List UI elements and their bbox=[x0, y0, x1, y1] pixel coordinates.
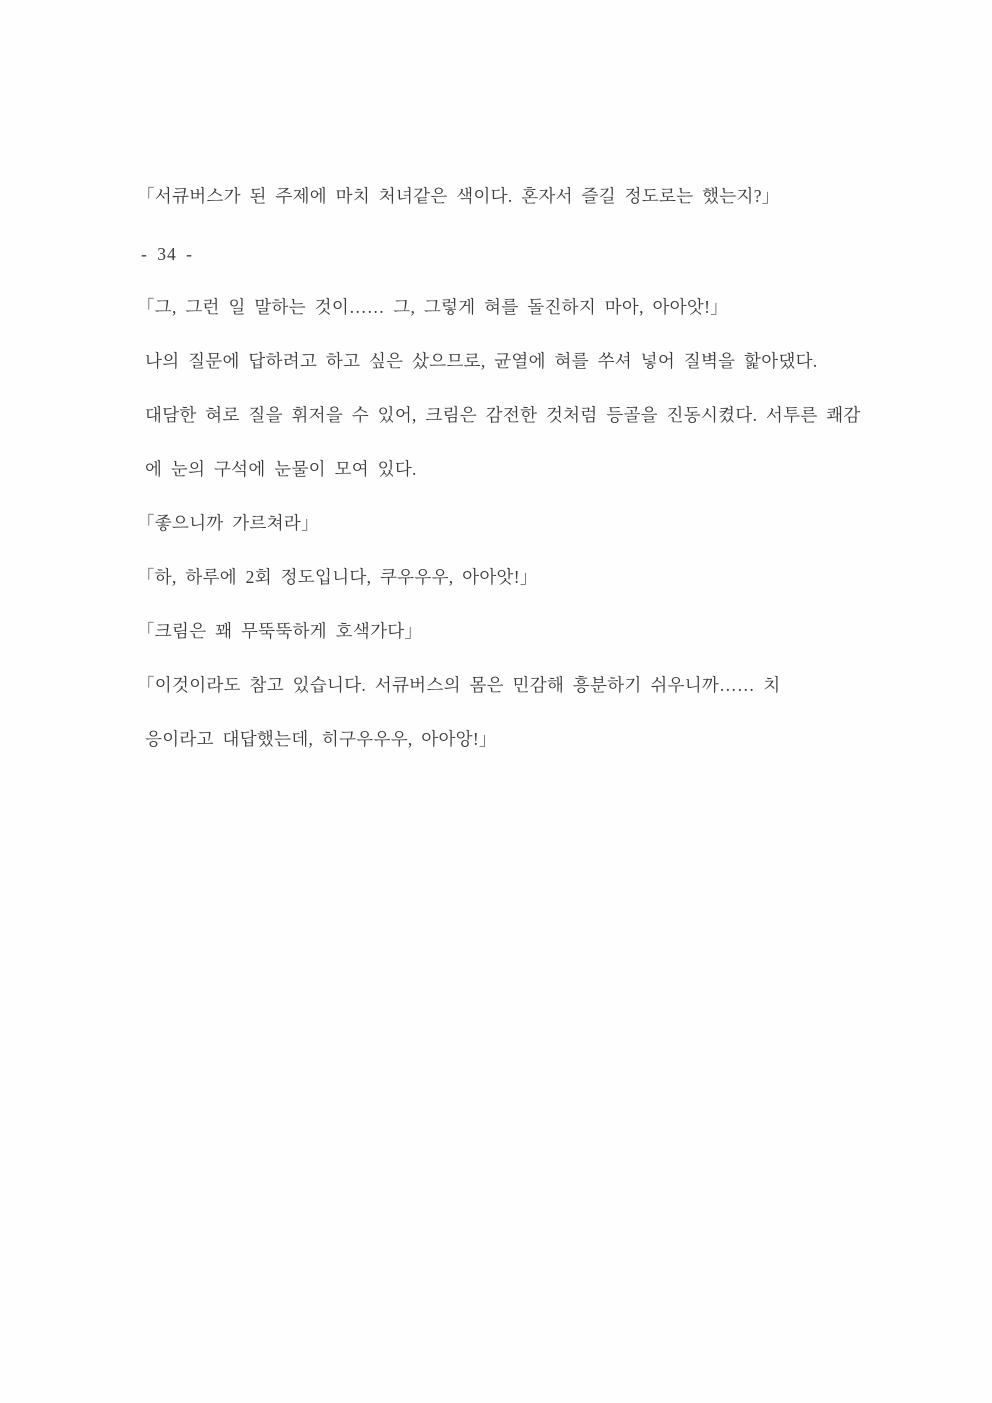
dialogue-line: 「이것이라도 참고 있습니다. 서큐버스의 몸은 민감해 흥분하기 쉬우니까…… 치 bbox=[137, 675, 781, 695]
page-number: - 34 - bbox=[141, 244, 193, 264]
narration-line: 나의 질문에 답하려고 하고 싶은 샀으므로, 균열에 혀를 쑤셔 넣어 질벽을 핥아댔다. bbox=[145, 351, 818, 371]
dialogue-line: 「그, 그런 일 말하는 것이…… 그, 그렇게 혀를 돌진하지 마아, 아아앗!」 bbox=[137, 297, 729, 317]
dialogue-line: 「크림은 꽤 무뚝뚝하게 호색가다」 bbox=[137, 621, 423, 641]
dialogue-line: 「좋으니까 가르쳐라」 bbox=[137, 513, 319, 533]
narration-line: 에 눈의 구석에 눈물이 모여 있다. bbox=[145, 459, 417, 479]
dialogue-line: 「서큐버스가 된 주제에 마치 처녀같은 색이다. 혼자서 즐길 정도로는 했는지?」 bbox=[137, 186, 780, 206]
narration-line: 응이라고 대답했는데, 히구우우우, 아아앙!」 bbox=[145, 729, 497, 749]
narration-line: 대담한 혀로 질을 휘저을 수 있어, 크림은 감전한 것처럼 등골을 진동시켰다. 서투른 쾌감 bbox=[145, 405, 861, 425]
dialogue-line: 「하, 하루에 2회 정도입니다, 쿠우우우, 아아앗!」 bbox=[137, 567, 538, 587]
text-block bbox=[137, 187, 937, 784]
